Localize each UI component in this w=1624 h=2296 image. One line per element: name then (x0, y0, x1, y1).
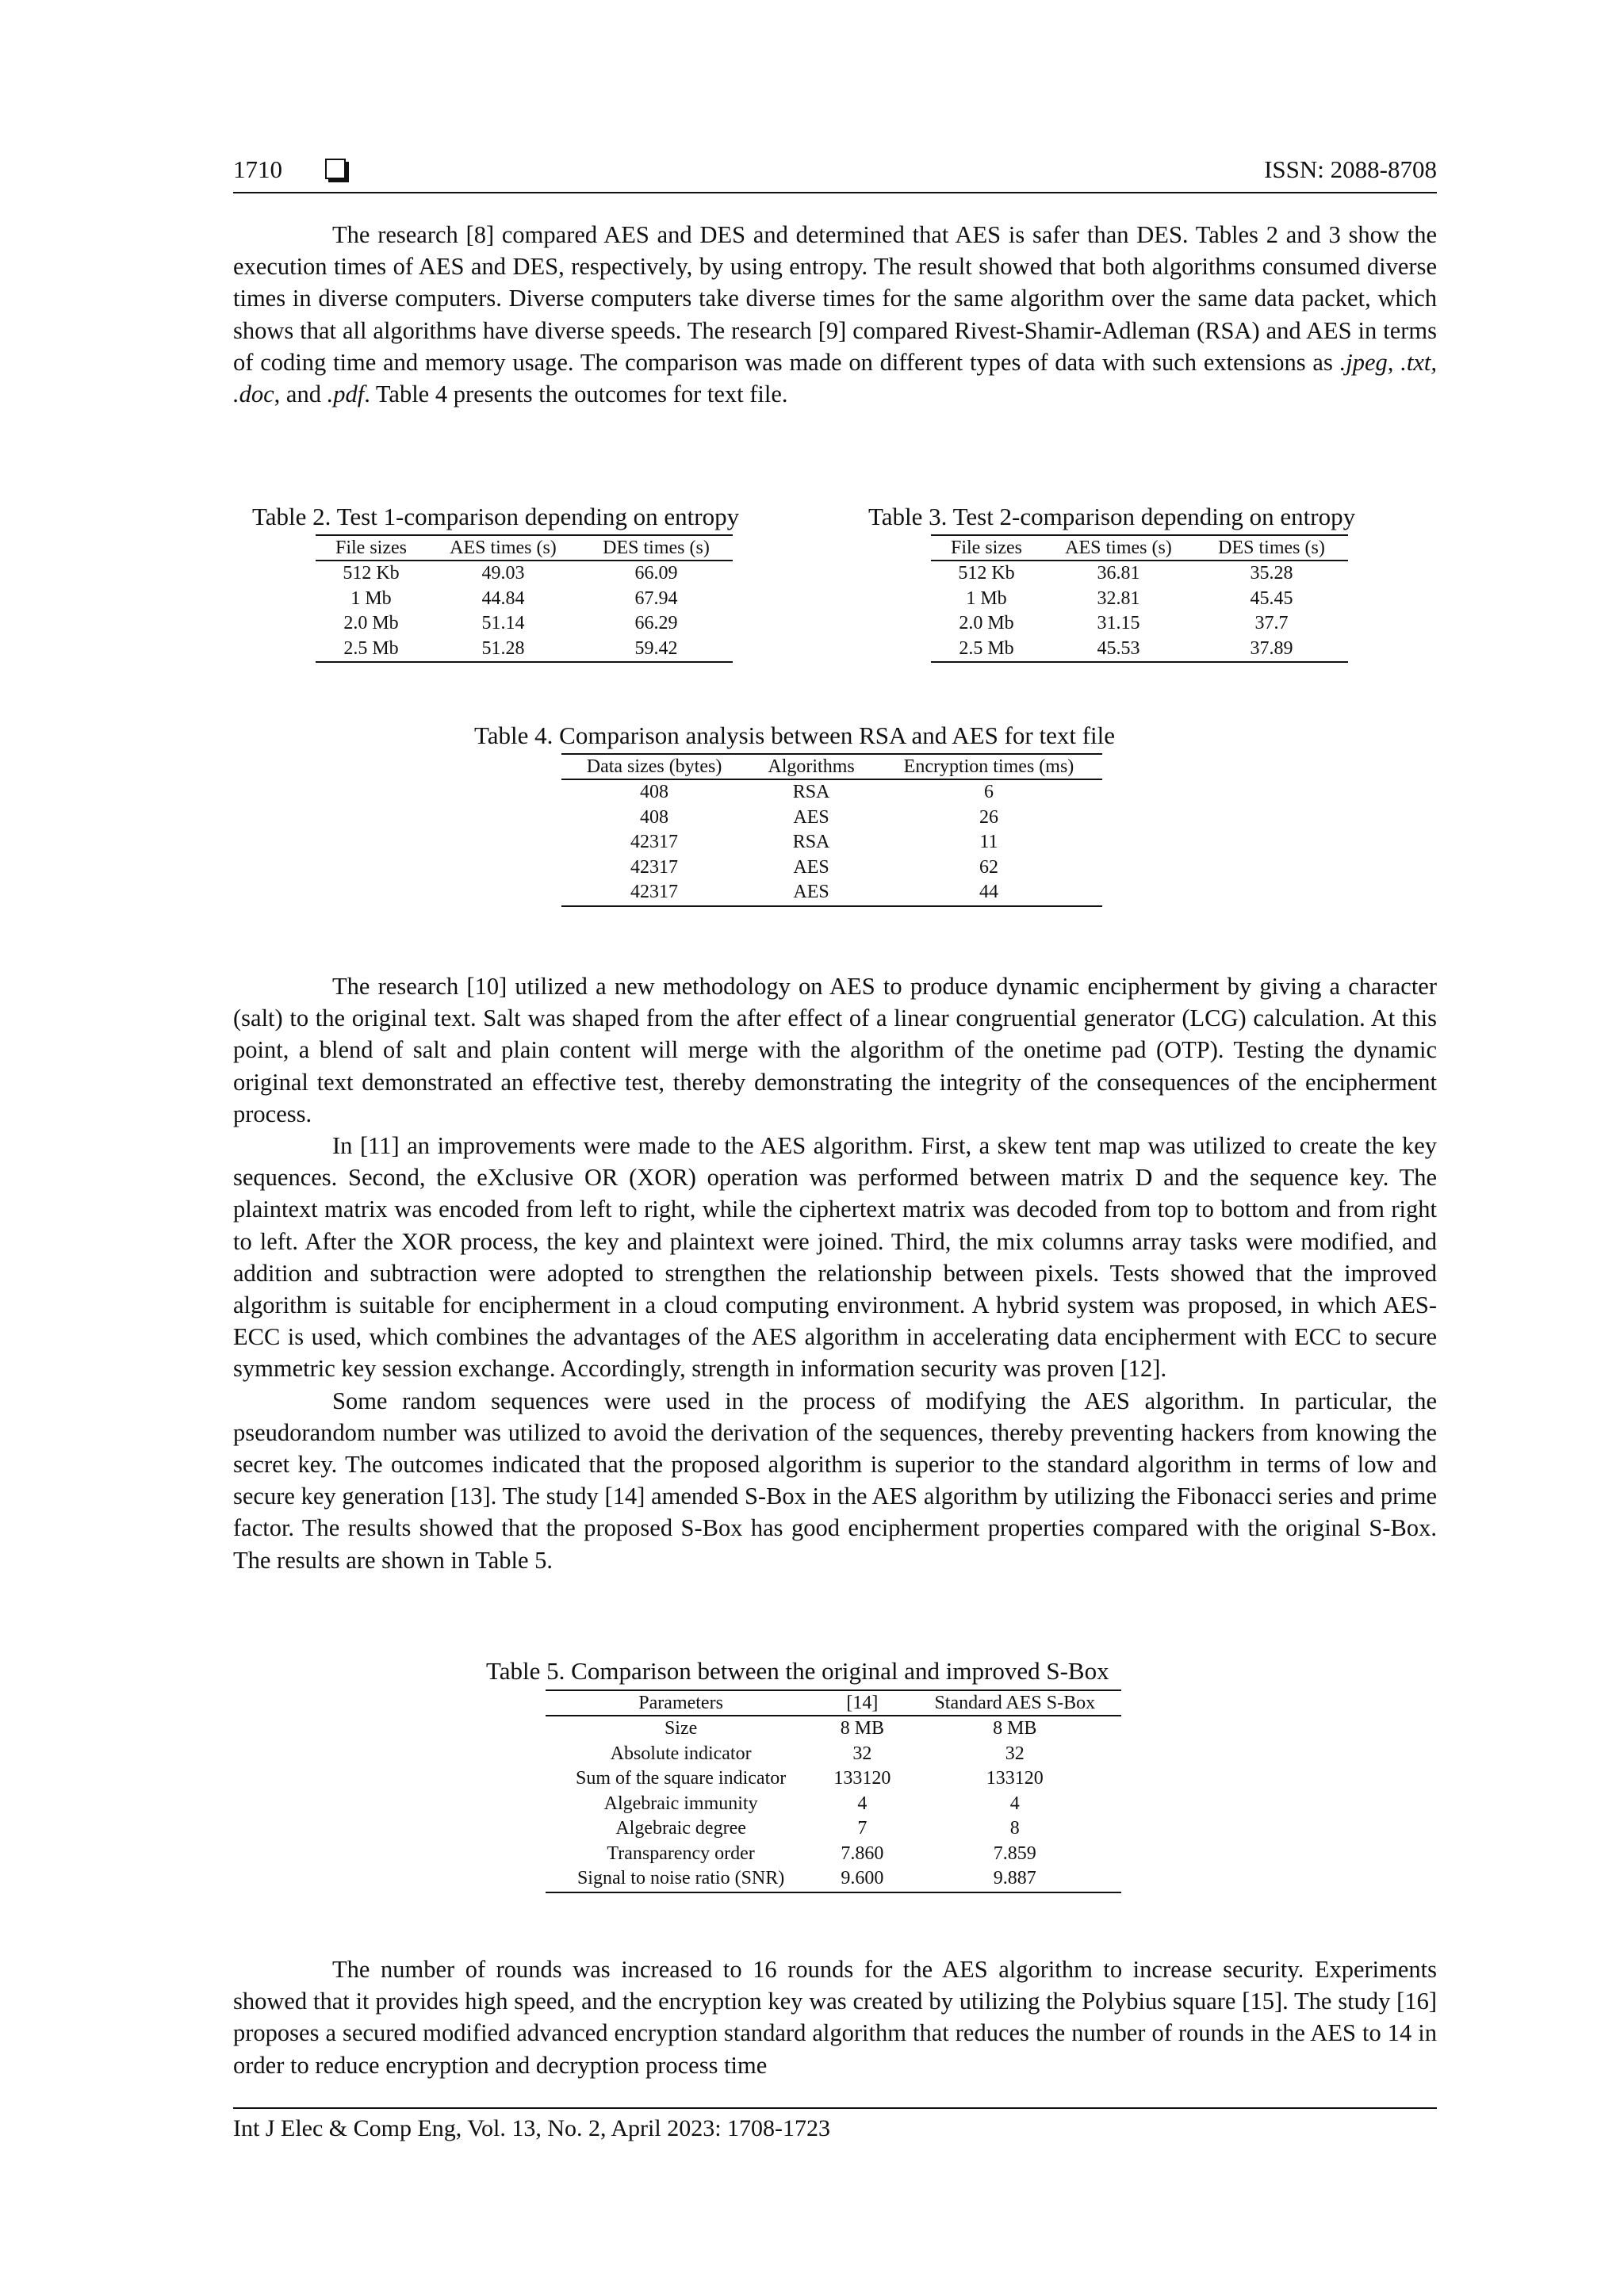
header-rule (233, 192, 1437, 193)
table2-caption: Table 2. Test 1-comparison depending on entropy (252, 503, 740, 530)
table-cell: 67.94 (634, 587, 678, 609)
table-cell: 26 (979, 806, 998, 828)
page-number: 1710 (233, 155, 282, 183)
table-cell: AES (747, 880, 875, 906)
table-cell: 62 (979, 856, 998, 878)
table-cell: 49.03 (481, 563, 525, 584)
table-row (561, 855, 1102, 881)
table-cell: 1 Mb (350, 587, 392, 609)
table-cell: 2.0 Mb (959, 613, 1014, 633)
table-cell: 44.84 (481, 587, 525, 609)
table-cell: 9.887 (909, 1866, 1121, 1892)
paragraph-random-sequences: Some random sequences were used in the process of modifying the AES algorithm. In particular, the pseudorandom number was utilized to avoid the derivation of the sequences, thereby preventing hackers from knowing the secret key. The outcomes indicated that the proposed algorithm is superior to the standard algorithm in terms of low and secure key generation [13]. The study [14] amended S-Box in the AES algorithm by utilizing the Fibonacci series and prime factor. The results showed that the proposed S-Box has good encipherment properties compared with the original S-Box. The results are shown in Table 5. (233, 1387, 1437, 1574)
table-cell: Algebraic immunity (603, 1793, 758, 1814)
table-row (561, 880, 1102, 906)
table-cell: Transparency order (607, 1843, 755, 1864)
table-row (316, 637, 733, 663)
column-header: Standard AES S-Box (909, 1690, 1121, 1716)
table-cell: 8 (1009, 1818, 1020, 1839)
table-cell: 51.14 (481, 613, 525, 633)
table3-caption: Table 3. Test 2-comparison depending on entropy (868, 503, 1356, 530)
table-cell: 1 Mb (966, 587, 1007, 609)
column-header: [14] (816, 1690, 908, 1716)
table5 (546, 1689, 1121, 1893)
table-cell: 7 (857, 1818, 868, 1839)
table-cell: 45.53 (1042, 637, 1195, 663)
final-paragraph: The number of rounds was increased to 16 rounds for the AES algorithm to increase security. Experiments showed that it provides high speed, and the encryption key was created by utilizing the Polybius square [15]. The study [16] proposes a secured modified advanced encryption standard algorithm that reduces the number of rounds in the AES to 14 in order to reduce encryption and decryption process time (233, 1956, 1437, 2079)
table-cell: 6 (983, 782, 994, 802)
table-row (546, 1842, 1121, 1867)
table-row (316, 561, 733, 587)
table-row (546, 1766, 1121, 1792)
table-cell: Signal to noise ratio (SNR) (546, 1866, 816, 1892)
table-cell: 133120 (986, 1768, 1044, 1789)
table-cell: RSA (792, 832, 830, 852)
paragraph-improvements-11: In [11] an improvements were made to the AES algorithm. First, a skew tent map was utilized to create the key sequences. Second, the eXclusive OR (XOR) operation was performed between matrix D and the sequence key. The plaintext matrix was encoded from left to right, while the ciphertext matrix was decoded from top to bottom and from right to left. After the XOR process, the key and plaintext were joined. Third, the mix columns array tasks were modified, and addition and subtraction were adopted to strengthen the relationship between pixels. Tests showed that the improved algorithm is suitable for encipherment in a cloud computing environment. A hybrid system was proposed, in which AES-ECC is used, which combines the advantages of the AES algorithm in accelerating data encipherment with ECC to secure symmetric key session exchange. Accordingly, strength in information security was proven [12]. (233, 1132, 1437, 1383)
table-cell: 408 (640, 806, 669, 828)
table-row (316, 611, 733, 637)
table-cell: 4 (1009, 1793, 1020, 1814)
table-cell: 8 MB (840, 1718, 885, 1739)
column-header: AES times (s) (427, 535, 580, 561)
table-cell: 59.42 (580, 637, 733, 663)
column-header: Data sizes (bytes) (561, 754, 747, 779)
table-cell: 42317 (630, 856, 679, 878)
table-cell: 37.89 (1195, 637, 1348, 663)
table-cell: 133120 (833, 1768, 891, 1789)
table5-caption: Table 5. Comparison between the original and improved S-Box (486, 1657, 1109, 1685)
table4-caption: Table 4. Comparison analysis between RSA and AES for text file (474, 721, 1115, 749)
table-cell: 512 Kb (958, 563, 1015, 584)
table-row (561, 830, 1102, 855)
table-cell: 8 MB (993, 1718, 1037, 1739)
table-cell: 4 (857, 1793, 868, 1814)
table-row (561, 806, 1102, 831)
table-cell: 2.0 Mb (343, 613, 399, 633)
table-cell: 35.28 (1250, 563, 1293, 584)
table-cell: AES (793, 806, 829, 828)
table-row (931, 611, 1348, 637)
table-cell: 66.09 (634, 563, 678, 584)
table2 (316, 534, 733, 663)
table-cell: 2.5 Mb (316, 637, 427, 663)
column-header: Algorithms (747, 754, 875, 779)
table-cell: Sum of the square indicator (575, 1768, 787, 1789)
table-cell: 11 (979, 832, 998, 852)
table-cell: 408 (640, 782, 669, 802)
table-cell: 7.859 (993, 1843, 1036, 1864)
column-header: DES times (s) (580, 535, 733, 561)
square-bullet-icon (325, 159, 346, 179)
page-header (233, 155, 1437, 192)
table3 (931, 534, 1348, 663)
column-header: Encryption times (ms) (875, 754, 1102, 779)
column-header: AES times (s) (1042, 535, 1195, 561)
paragraph-research-10: The research [10] utilized a new methodology on AES to produce dynamic encipherment by giving a character (salt) to the original text. Salt was shaped from the after effect of a linear congruential generator (LCG) calculation. At this point, a blend of salt and plain content will merge with the algorithm of the onetime pad (OTP). Testing the dynamic original text demonstrated an effective test, thereby demonstrating the integrity of the consequences of the encipherment process. (233, 973, 1437, 1127)
table-cell: RSA (792, 782, 830, 802)
table-cell: AES (793, 856, 829, 878)
table-cell: Absolute indicator (610, 1743, 752, 1764)
column-header: File sizes (316, 535, 427, 561)
table-cell: 66.29 (634, 613, 678, 633)
body-section (233, 970, 1437, 1576)
table-row (931, 587, 1348, 612)
table4 (561, 753, 1102, 907)
table-row (931, 561, 1348, 587)
table-cell: 32.81 (1097, 587, 1140, 609)
table-row (546, 1866, 1121, 1892)
table-row (546, 1716, 1121, 1742)
table-cell: 32 (1005, 1743, 1025, 1764)
table-cell: 9.600 (816, 1866, 908, 1892)
table-cell: 2.5 Mb (931, 637, 1042, 663)
table-cell: 32 (852, 1743, 872, 1764)
issn: ISSN: 2088-8708 (1264, 155, 1437, 183)
table-row (546, 1816, 1121, 1842)
table-cell: 512 Kb (343, 563, 400, 584)
table-cell: 51.28 (427, 637, 580, 663)
table-cell: 37.7 (1254, 613, 1289, 633)
table-cell: 42317 (630, 832, 679, 852)
table-row (546, 1742, 1121, 1767)
table-cell: 45.45 (1250, 587, 1293, 609)
table-cell: 36.81 (1097, 563, 1140, 584)
table-cell: 42317 (561, 880, 747, 906)
table-row (931, 637, 1348, 663)
intro-paragraph: The research [8] compared AES and DES and determined that AES is safer than DES. Tables 2 and 3 show the execution times of AES and DES, respectively, by using entropy. The result showed that both algorithms consumed diverse times in diverse computers. Diverse computers take diverse times for the same algorithm over the same data packet, which shows that all algorithms have diverse speeds. The research [9] compared Rivest-Shamir-Adleman (RSA) and AES in terms of coding time and memory usage. The comparison was made on different types of data with such extensions as .jpeg, .txt, .doc, and .pdf. Table 4 presents the outcomes for text file. (233, 221, 1438, 408)
table-cell: 31.15 (1097, 613, 1140, 633)
footer-citation: Int J Elec & Comp Eng, Vol. 13, No. 2, April 2023: 1708-1723 (233, 2115, 831, 2141)
footer-rule (233, 2107, 1437, 2109)
table-row (561, 779, 1102, 806)
column-header: Parameters (546, 1690, 816, 1716)
table-cell: 7.860 (841, 1843, 884, 1864)
column-header: DES times (s) (1195, 535, 1348, 561)
table-cell: Size (664, 1718, 698, 1739)
table-row (316, 587, 733, 612)
column-header: File sizes (931, 535, 1042, 561)
table-cell: 44 (875, 880, 1102, 906)
table-cell: Algebraic degree (615, 1818, 746, 1839)
table-row (546, 1792, 1121, 1817)
